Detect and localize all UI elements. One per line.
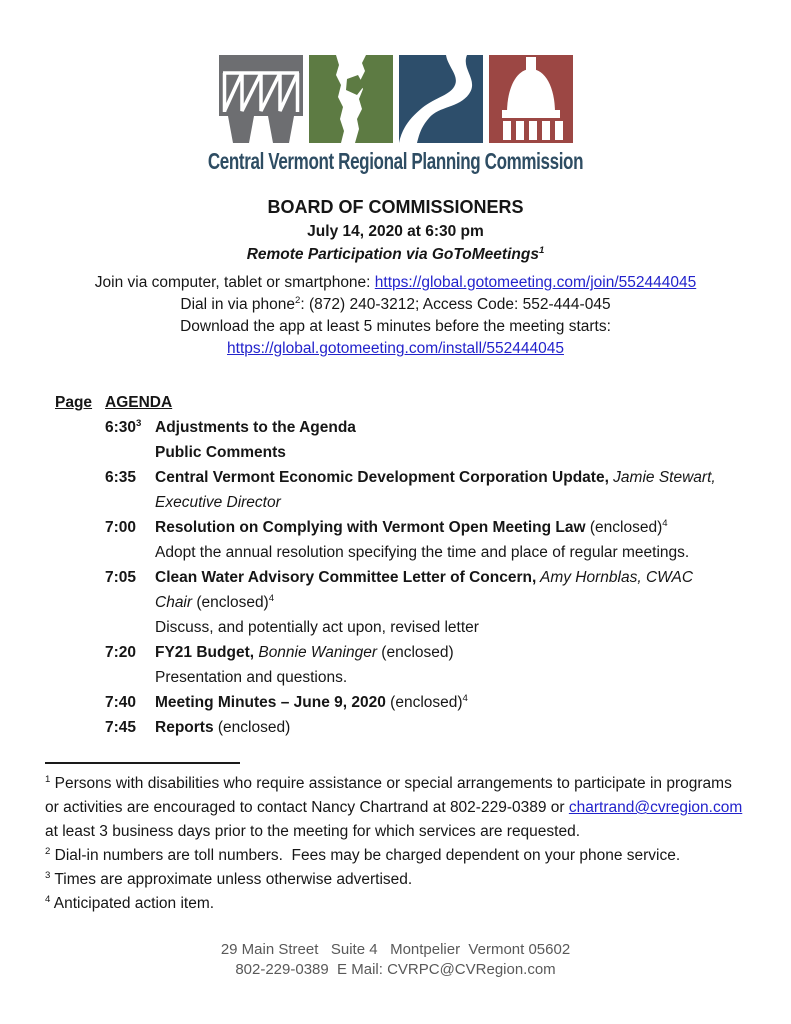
agenda-section — [55, 390, 746, 740]
text-run: Adopt the annual resolution specifying the time and place of regular meetings. — [155, 544, 690, 561]
agenda-line — [155, 690, 746, 715]
text-run: Times are approximate unless otherwise advertised. — [54, 871, 413, 888]
agenda-line — [155, 665, 746, 690]
footnote-ref-4: 4 — [662, 517, 668, 529]
agenda-description — [155, 415, 746, 465]
footnote — [45, 892, 746, 916]
cvrpc-logo — [45, 55, 746, 175]
meeting-datetime: July 14, 2020 at 6:30 pm — [307, 223, 484, 240]
agenda-time: 7:20 — [105, 644, 137, 661]
join-line-prefix: Join via computer, tablet or smartphone: — [94, 274, 375, 291]
footnote-ref-2: 2 — [295, 294, 301, 306]
text-run: Chair — [155, 594, 193, 611]
agenda-line — [155, 590, 746, 615]
agenda-item — [105, 640, 746, 690]
footnote-number: 3 — [45, 869, 51, 881]
download-line: Download the app at least 5 minutes before the meeting starts: — [180, 318, 611, 335]
text-run: Public Comments — [155, 444, 286, 461]
footer-address: 29 Main Street Suite 4 Montpelier Vermont 05602 — [220, 941, 571, 958]
agenda-line — [155, 440, 746, 465]
footnote-ref-3: 3 — [136, 417, 142, 429]
footnote — [45, 844, 746, 868]
document-header — [45, 195, 746, 360]
agenda-time: 7:45 — [105, 719, 137, 736]
text-run: Jamie Stewart, — [608, 469, 716, 486]
join-meeting-link[interactable]: https://global.gotomeeting.com/join/552444045 — [374, 274, 697, 291]
agenda-line — [155, 415, 746, 440]
footnote-ref-4: 4 — [462, 692, 468, 704]
agenda-description — [155, 515, 746, 565]
agenda-description — [155, 640, 746, 690]
dial-line-prefix: Dial in via phone — [180, 296, 296, 313]
text-run: Reports — [155, 719, 214, 736]
text-run: Presentation and questions. — [155, 669, 348, 686]
footnote-number: 2 — [45, 845, 51, 857]
dial-line-suffix: : (872) 240-3212; Access Code: 552-444-045 — [300, 296, 611, 313]
agenda-head-row — [55, 390, 746, 415]
agenda-time: $6:30^3$ — [105, 417, 142, 436]
agenda-line — [155, 540, 746, 565]
agenda-time: 7:05 — [105, 569, 137, 586]
agenda-description — [155, 465, 746, 515]
text-run: Bonnie Waninger — [254, 644, 377, 661]
agenda-line — [155, 640, 746, 665]
install-app-link[interactable]: https://global.gotomeeting.com/install/552444045 — [227, 340, 564, 357]
agenda-description — [155, 690, 746, 715]
agenda-item — [105, 465, 746, 515]
text-run: Adjustments to the Agenda — [155, 419, 356, 436]
agenda-item — [105, 415, 746, 465]
footnotes-section — [45, 762, 746, 916]
agenda-time: 7:40 — [105, 694, 137, 711]
vermont-state-icon — [309, 55, 393, 143]
footnote — [45, 772, 746, 844]
logo-wordmark: Central Vermont Regional Planning Commission — [207, 148, 584, 174]
agenda-line — [155, 615, 746, 640]
text-run: (enclosed) — [585, 519, 663, 536]
agenda-items — [55, 415, 746, 740]
river-icon — [399, 55, 483, 143]
text-run: at least 3 business days prior to the meeting for which services are requested. — [45, 823, 581, 840]
agenda-item — [105, 565, 746, 640]
footnote-number: 1 — [45, 773, 51, 785]
text-run: Central Vermont Economic Development Corporation Update, — [155, 469, 609, 486]
text-run: (enclosed) — [385, 694, 463, 711]
text-run: Anticipated action item. — [53, 895, 215, 912]
agenda-line — [155, 465, 746, 490]
remote-participation-line — [45, 243, 746, 267]
agenda-line — [155, 715, 746, 740]
text-run: Executive Director — [155, 494, 281, 511]
text-run: Dial-in numbers are toll numbers. Fees may be charged dependent on your phone service. — [54, 847, 681, 864]
footnote-ref-1: 1 — [538, 244, 545, 256]
footnote-separator — [45, 762, 240, 764]
agenda-item — [105, 515, 746, 565]
join-line — [45, 272, 746, 294]
text-run: (enclosed) — [192, 594, 269, 611]
text-run: (enclosed) — [213, 719, 291, 736]
agenda-description — [155, 565, 746, 640]
agenda-item — [105, 690, 746, 715]
agenda-header: AGENDA — [105, 394, 173, 411]
logo-tiles — [45, 55, 746, 143]
bridge-icon — [219, 55, 303, 143]
agenda-line — [155, 490, 746, 515]
dial-line — [45, 294, 746, 316]
footnote-list — [45, 772, 746, 916]
text-run: Amy Hornblas, CWAC — [536, 569, 694, 586]
install-line — [45, 338, 746, 360]
agenda-description — [155, 715, 746, 740]
text-run: FY21 Budget, — [155, 644, 255, 661]
capitol-dome-icon — [489, 55, 573, 143]
footnote-number: 4 — [45, 893, 51, 905]
agenda-line — [155, 515, 746, 540]
footnote — [45, 868, 746, 892]
footer-contact: 802-229-0389 E Mail: CVRPC@CVRegion.com — [235, 961, 556, 978]
text-run: Discuss, and potentially act upon, revised letter — [155, 619, 479, 636]
text-run: Resolution on Complying with Vermont Open Meeting Law — [155, 519, 586, 536]
agenda-time: 7:00 — [105, 519, 137, 536]
agenda-time: 6:35 — [105, 469, 137, 486]
text-run: Persons with disabilities who require assistance or special arrangements to participate in programs or activities are encouraged to contact Nancy Chartrand at 802-229-0389 or — [45, 775, 732, 816]
page-column-header: Page — [55, 394, 93, 411]
text-run: Meeting Minutes – June 9, 2020 — [155, 694, 386, 711]
text-run: (enclosed) — [376, 644, 454, 661]
page-title: BOARD OF COMMISSIONERS — [267, 197, 524, 217]
email-link[interactable]: chartrand@cvregion.com — [568, 799, 743, 816]
footnote-ref-4: 4 — [268, 592, 275, 604]
agenda-item — [105, 715, 746, 740]
remote-participation-text: Remote Participation via GoToMeetings — [246, 246, 539, 263]
document-footer — [45, 940, 746, 980]
agenda-line — [155, 565, 746, 590]
text-run: Clean Water Advisory Committee Letter of Concern, — [155, 569, 537, 586]
